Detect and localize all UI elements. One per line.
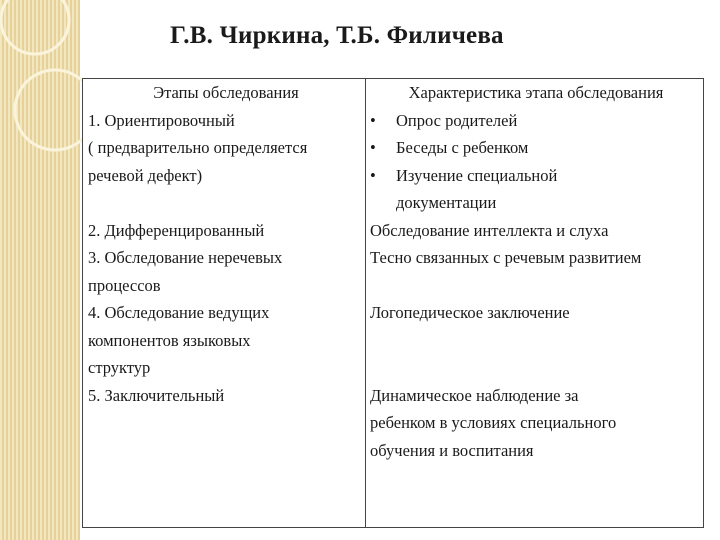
left-line: структур: [88, 358, 151, 377]
differentiated-description: Обследование интеллекта и слуха: [370, 220, 609, 240]
bullet-icon: •: [370, 110, 376, 130]
bullet-icon: •: [370, 165, 376, 185]
right-header: Характеристика этапа обследования: [408, 83, 664, 102]
left-line: компонентов языковых: [88, 330, 251, 350]
bullet-item: [370, 162, 702, 190]
bullet-text: Опрос родителей: [396, 110, 518, 130]
column-divider: [365, 79, 366, 527]
left-line: 5. Заключительный: [88, 385, 225, 405]
left-line: процессов: [88, 275, 161, 295]
final-description-line: обучения и воспитания: [370, 440, 534, 460]
page-title: Г.В. Чиркина, Т.Б. Филичева: [170, 22, 504, 49]
nonspeech-description: Тесно связанных с речевым развитием: [370, 248, 642, 267]
left-header: Этапы обследования: [153, 83, 299, 102]
left-column: [88, 79, 364, 409]
bullet-item: [370, 107, 702, 135]
left-line: речевой дефект): [88, 165, 203, 185]
bullet-text: Изучение специальной: [396, 165, 558, 185]
bullet-continuation: документации: [396, 193, 497, 212]
survey-table: [82, 78, 704, 528]
left-line: 3. Обследование неречевых: [88, 248, 283, 267]
final-description-line: Динамическое наблюдение за: [370, 385, 579, 405]
bullet-item: [370, 134, 702, 162]
bullet-icon: •: [370, 138, 376, 157]
conclusion-description: Логопедическое заключение: [370, 303, 570, 322]
left-line: 2. Дифференцированный: [88, 220, 265, 240]
left-line: [88, 189, 364, 217]
final-description-line: ребенком в условиях специального: [370, 413, 617, 432]
spacer: [370, 272, 702, 300]
left-line: 4. Обследование ведущих: [88, 303, 270, 322]
spacer: [370, 354, 702, 382]
right-column: [370, 79, 702, 464]
spacer: [370, 327, 702, 355]
bullet-text: Беседы с ребенком: [396, 138, 529, 157]
left-line: 1. Ориентировочный: [88, 110, 235, 130]
left-line: ( предварительно определяется: [88, 138, 308, 157]
